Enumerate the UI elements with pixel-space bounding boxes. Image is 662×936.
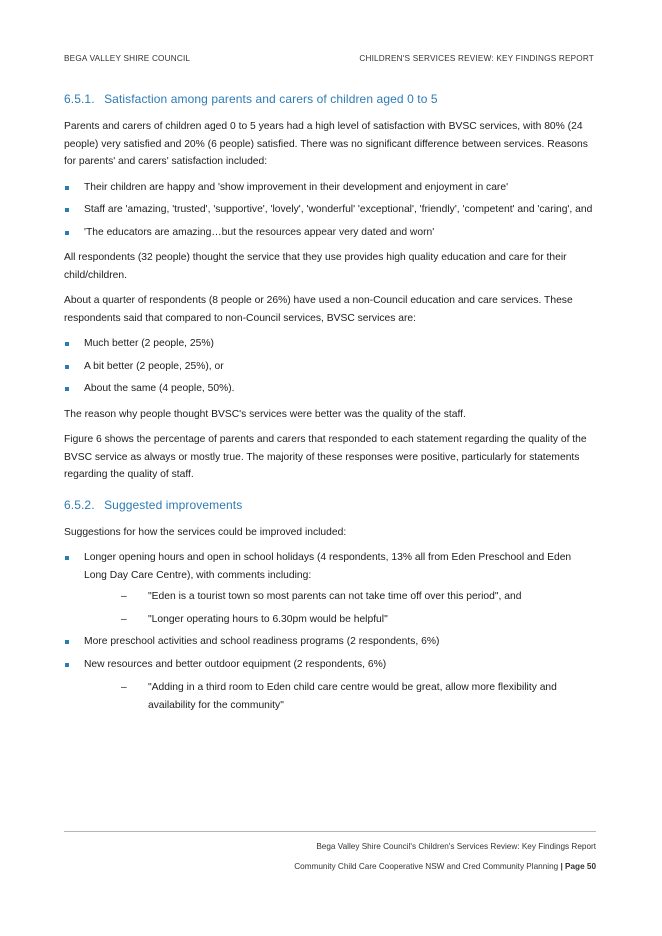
dash-icon: – <box>121 613 127 625</box>
dash-icon: – <box>121 682 127 693</box>
quote-item <box>64 679 594 714</box>
paragraph: Figure 6 shows the percentage of parents and carers that responded to each statement regarding the quality of the BVSC service as always or mostly true. The majority of these responses were positive, particularly for statements regarding the quality of staff. <box>64 434 587 480</box>
quote-list <box>64 588 594 628</box>
list-item-text: A bit better (2 people, 25%), or <box>84 360 224 372</box>
list-item-text: Longer opening hours and open in school holidays (4 respondents, 13% all from Eden Preschool and Eden Long Day Care Centre), with comments including: <box>84 552 572 581</box>
bullet-list <box>64 335 594 398</box>
list-item-text: Staff are 'amazing, 'trusted', 'supportive', 'lovely', 'wonderful' 'exceptional', 'friendly', 'competent' and 'caring', and <box>84 204 593 215</box>
paragraph: Suggestions for how the services could be improved included: <box>64 526 347 538</box>
section-number: 6.5.1. <box>64 92 95 106</box>
section-number: 6.5.2. <box>64 497 95 512</box>
page-content <box>64 92 594 719</box>
page-number: Page 50 <box>565 862 596 871</box>
footer-report-line: Bega Valley Shire Council's Children's Services Review: Key Findings Report <box>316 842 596 851</box>
section-title: Satisfaction among parents and carers of children aged 0 to 5 <box>104 92 438 106</box>
list-item <box>64 633 594 651</box>
bullet-square-icon <box>65 663 69 667</box>
list-item-text: Much better (2 people, 25%) <box>84 338 214 349</box>
bullet-square-icon <box>65 365 69 369</box>
bullet-list <box>64 549 594 584</box>
quote-text: "Longer operating hours to 6.30pm would be helpful" <box>148 613 388 625</box>
quote-text: "Adding in a third room to Eden child care centre would be great, allow more flexibility and availability for the community" <box>148 682 557 711</box>
paragraph: All respondents (32 people) thought the service that they use provides high quality education and care for their child/children. <box>64 252 567 281</box>
bullet-square-icon <box>65 186 69 190</box>
list-item <box>64 179 594 197</box>
list-item <box>64 224 594 242</box>
header-organisation: BEGA VALLEY SHIRE COUNCIL <box>64 54 191 63</box>
list-item <box>64 358 594 376</box>
list-item-text: New resources and better outdoor equipment (2 respondents, 6%) <box>84 658 387 670</box>
list-item <box>64 549 594 584</box>
list-item <box>64 380 594 398</box>
dash-icon: – <box>121 591 127 602</box>
footer-separator: | <box>560 862 563 871</box>
paragraph: About a quarter of respondents (8 people or 26%) have used a non-Council education and care services. These respondents said that compared to non-Council services, BVSC services are: <box>64 295 573 324</box>
list-item-text: About the same (4 people, 50%). <box>84 383 235 394</box>
list-item <box>64 201 594 219</box>
section-heading-improvements <box>64 498 594 512</box>
paragraph: The reason why people thought BVSC's services were better was the quality of the staff. <box>64 408 466 420</box>
bullet-square-icon <box>65 556 69 560</box>
quote-list <box>64 679 594 714</box>
footer-divider <box>64 831 596 832</box>
bullet-square-icon <box>65 208 69 212</box>
footer-authors-line <box>294 862 596 871</box>
list-item-text: Their children are happy and 'show improvement in their development and enjoyment in care' <box>84 181 509 193</box>
quote-item <box>64 588 594 606</box>
bullet-square-icon <box>65 640 69 644</box>
list-item <box>64 335 594 353</box>
bullet-list <box>64 179 594 242</box>
section-heading-satisfaction <box>64 92 594 106</box>
bullet-square-icon <box>65 342 69 346</box>
list-item-text: 'The educators are amazing…but the resources appear very dated and worn' <box>84 226 435 238</box>
section-title: Suggested improvements <box>104 497 243 512</box>
paragraph: Parents and carers of children aged 0 to 5 years had a high level of satisfaction with BVSC services, with 80% (24 people) very satisfied and 20% (6 people) satisfied. There was no significant difference between services. Reasons for parents' and carers' satisfaction included: <box>64 121 588 167</box>
list-item-text: More preschool activities and school readiness programs (2 respondents, 6%) <box>84 636 440 647</box>
quote-text: "Eden is a tourist town so most parents can not take time off over this period", and <box>148 591 522 602</box>
bullet-square-icon <box>65 387 69 391</box>
list-item <box>64 656 594 674</box>
footer-authors: Community Child Care Cooperative NSW and Cred Community Planning <box>294 862 559 871</box>
bullet-square-icon <box>65 231 69 235</box>
bullet-list <box>64 633 594 673</box>
quote-item <box>64 611 594 629</box>
header-report-title: CHILDREN'S SERVICES REVIEW: KEY FINDINGS REPORT <box>359 54 594 63</box>
